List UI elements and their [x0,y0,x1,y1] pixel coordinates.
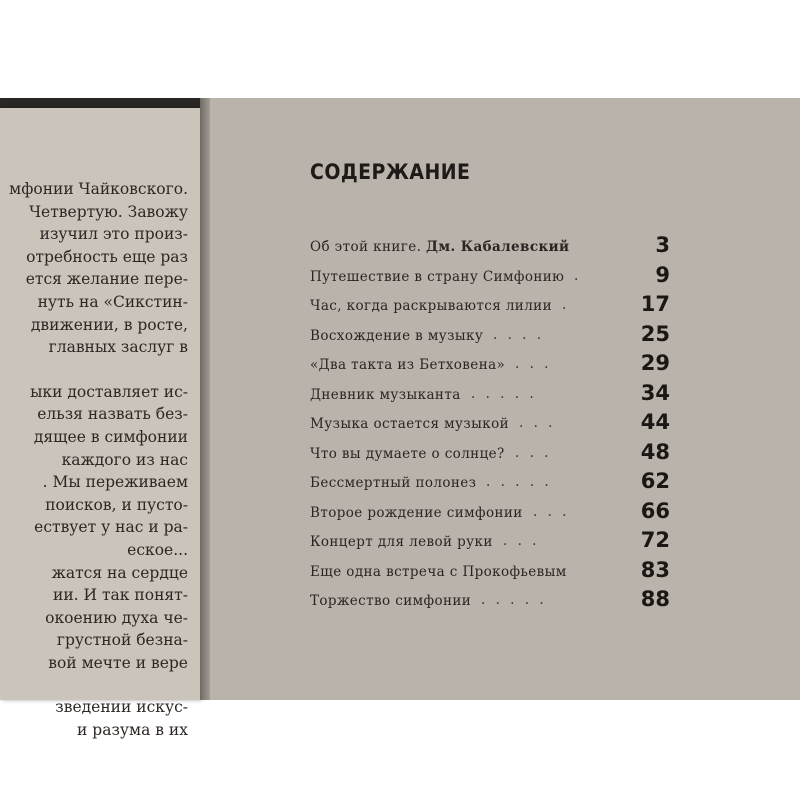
toc-entry-author: Дм. Кабалевский [426,239,570,255]
left-page-line: жатся на сердце [51,563,188,582]
toc-entry-title: Торжество симфонии [310,593,472,609]
toc-leader-dots: . . . . . [471,385,537,402]
left-page-line: главных заслуг в [48,338,188,357]
toc-page-number: 48 [640,439,670,464]
toc-entry-text [310,416,509,432]
toc-entry-text [310,564,567,580]
toc-leader-dots: . . . . . [481,592,547,608]
toc-entry [310,381,670,411]
left-page-line: поисков, и пусто- [45,495,188,514]
toc-page-number: 88 [640,587,670,611]
left-page-line: нуть на «Сикстин- [37,292,188,311]
toc-leader-dots: . . . [503,533,540,549]
toc-page-number: 25 [640,321,670,346]
toc-entry-text [310,239,569,255]
toc-page-number: 34 [640,380,670,405]
left-page-line: окоению духа че- [45,608,188,627]
toc-entry [310,587,670,617]
toc-entry-text [310,534,493,550]
toc-entry-text [310,298,552,314]
toc-leader-dots: . . . . [493,326,545,343]
toc-entry [310,351,670,381]
toc-entry [310,469,670,499]
toc-entry-text [310,475,476,491]
left-page-line: движении, в росте, [30,315,188,334]
left-page-line [0,359,188,381]
table-of-contents [310,233,670,617]
toc-entry-text [310,505,523,521]
left-page-line: дящее в симфонии [33,427,188,446]
left-page-line: изучил это произ- [39,225,188,244]
left-page-line: зведении искус- [55,698,188,717]
toc-entry-title: Об этой книге. [310,239,422,255]
toc-entry [310,233,670,263]
toc-entry-title: Второе рождение симфонии [310,504,523,521]
toc-leader-dots: . [562,297,570,313]
toc-page-number: 3 [655,233,670,257]
toc-entry-title: Бессмертный полонез [310,475,477,491]
toc-entry-text [310,387,461,403]
toc-entry [310,292,670,322]
left-page-line: грустной безна- [56,631,188,650]
toc-leader-dots: . . . . . [486,474,552,490]
toc-entry-title: Дневник музыканта [310,386,461,403]
toc-entry [310,440,670,470]
toc-entry-title: Восхождение в музыку [310,327,484,344]
toc-entry-text [310,357,505,373]
toc-page-number: 44 [640,410,670,434]
left-page-line [0,674,188,696]
toc-entry-text [310,328,483,344]
left-page-line: каждого из нас [61,450,188,469]
left-page-line: вой мечте и вере [48,653,188,672]
toc-leader-dots: . . . [515,356,552,372]
left-page-line: Четвертую. Завожу [29,202,188,221]
left-page-line: ется желание пере- [25,270,188,289]
toc-leader-dots: . . . [533,503,570,520]
left-page-line: мфонии Чайковского. [9,180,188,198]
toc-entry-title: Еще одна встреча с Прокофьевым [310,563,567,580]
left-page-line: отребность еще раз [26,247,188,266]
toc-entry [310,322,670,352]
toc-page-number: 17 [640,292,670,316]
toc-entry-text [310,593,471,609]
toc-entry-title: Музыка остается музыкой [310,416,509,432]
toc-entry-title: Что вы думаете о солнце? [310,445,505,462]
left-page [0,108,200,740]
toc-entry [310,558,670,588]
left-page-line: ыки доставляет ис- [30,382,188,401]
contents-heading: СОДЕРЖАНИЕ [310,160,471,184]
toc-entry-text [310,446,505,462]
toc-entry-text [310,269,564,285]
toc-leader-dots: . [574,267,582,284]
toc-leader-dots: . . . [519,415,556,431]
toc-entry-title: Час, когда раскрываются лилии [310,298,552,314]
left-page-line: ии. И так понят- [53,586,188,605]
toc-leader-dots: . . . [515,444,552,461]
left-page-line: . Мы переживаем [42,473,188,492]
left-page-line: и разума в их [77,721,188,740]
toc-entry-title: Концерт для левой руки [310,534,493,550]
toc-page-number: 9 [655,262,670,287]
toc-entry [310,410,670,440]
toc-page-number: 66 [640,498,670,523]
toc-page-number: 29 [640,351,670,375]
toc-entry [310,263,670,293]
left-page-text [0,178,188,742]
toc-entry [310,528,670,558]
left-page-line: еское... [127,540,188,559]
left-page-line: ествует у нас и ра- [34,518,188,537]
toc-entry [310,499,670,529]
toc-page-number: 83 [640,557,670,582]
toc-entry-title: Путешествие в страну Симфонию [310,268,565,285]
page-fold-shadow [200,98,210,700]
toc-entry-title: «Два такта из Бетховена» [310,357,506,373]
toc-page-number: 62 [640,469,670,493]
left-page-line: ельзя назвать без- [37,405,188,424]
toc-page-number: 72 [640,528,670,552]
